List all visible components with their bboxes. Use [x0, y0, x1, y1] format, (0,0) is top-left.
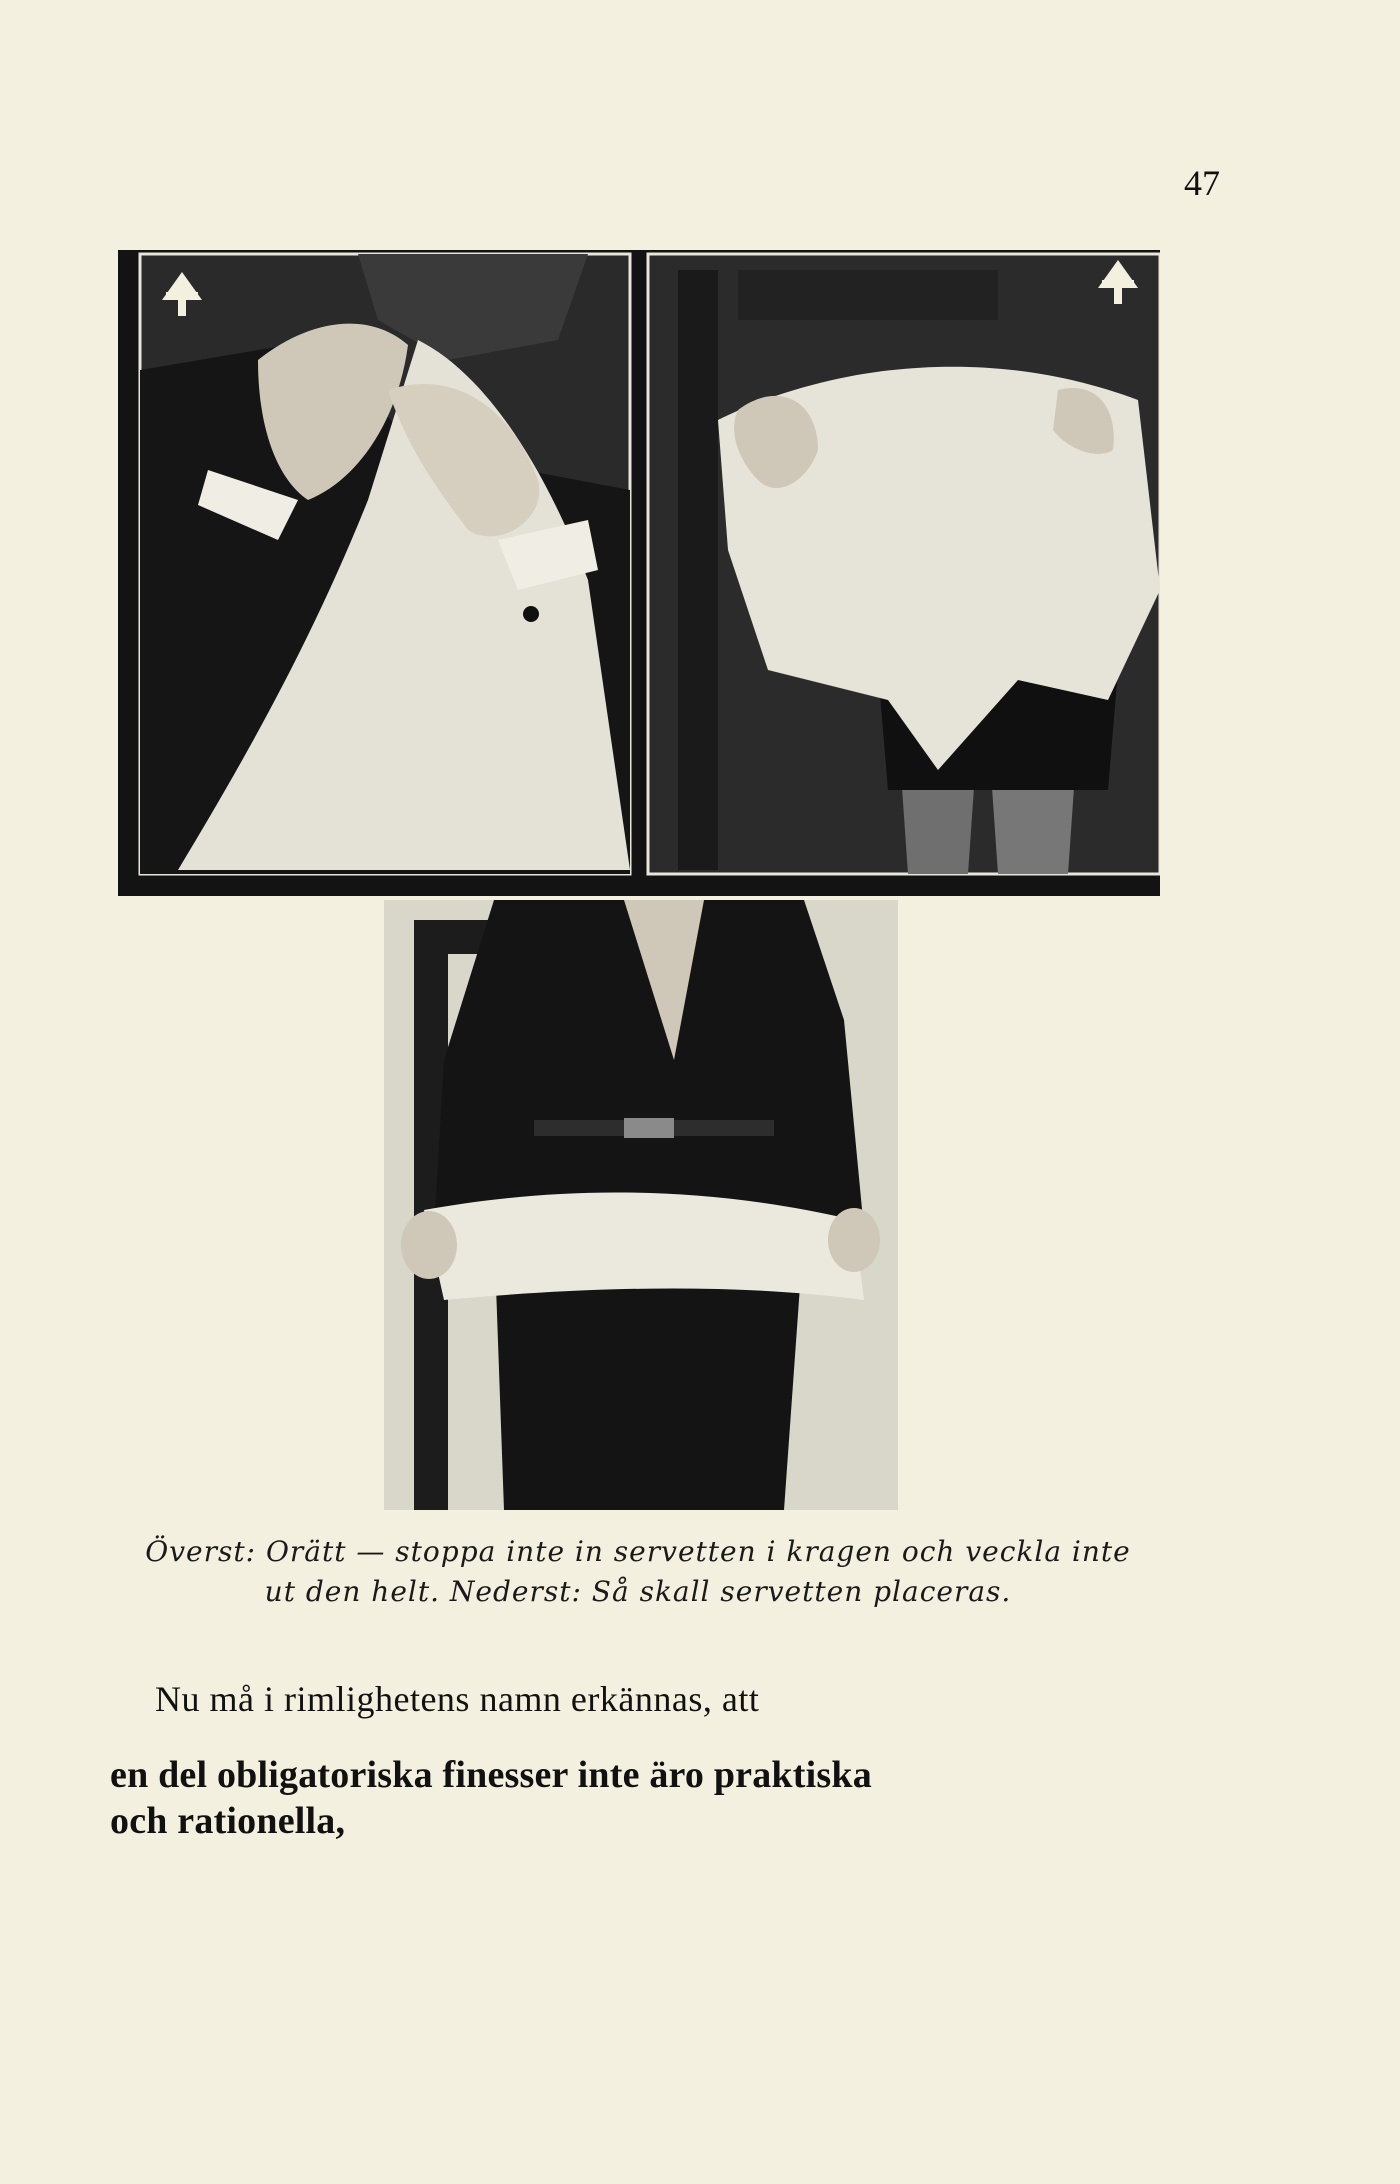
page-number: 47 [1184, 163, 1220, 203]
body-paragraph: Nu må i rimlighetens namn erkännas, att [155, 1679, 760, 1719]
bold-annotation [110, 1752, 1190, 1844]
bottom-photo [384, 900, 898, 1510]
top-left-photo [140, 254, 630, 874]
bold-annotation-line-2: och rationella, [110, 1800, 346, 1842]
top-photo-pair [118, 250, 1160, 896]
photo-caption: Överst: Orätt — stoppa inte in servetten i kragen och veckla inte ut den helt. Nederst: Så skall servetten placeras. [145, 1535, 1131, 1608]
top-right-photo [648, 254, 1160, 874]
bold-annotation-line-1: en del obligatoriska finesser inte äro praktiska [110, 1754, 872, 1796]
